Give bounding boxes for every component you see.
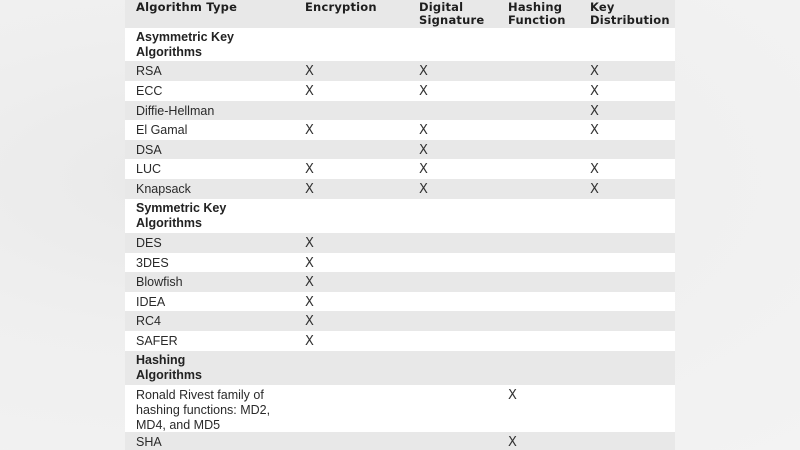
key-distribution-mark: X (590, 104, 599, 119)
key-distribution-mark: X (590, 84, 599, 99)
encryption-mark: X (305, 162, 314, 177)
algorithm-comparison-table (125, 0, 675, 450)
digital-signature-mark: X (419, 162, 428, 177)
encryption-mark: X (305, 334, 314, 349)
key-distribution-mark: X (590, 182, 599, 197)
algorithm-name: SAFER (136, 334, 178, 348)
encryption-mark: X (305, 236, 314, 251)
algorithm-name: Ronald Rivest family of hashing functions: MD2, MD4, and MD5 (136, 388, 271, 432)
section-title: Hashing Algorithms (136, 353, 202, 382)
table-row (125, 311, 675, 331)
table-row (125, 385, 675, 432)
algorithm-name: LUC (136, 162, 162, 176)
table-row (125, 159, 675, 179)
table-row (125, 81, 675, 101)
digital-signature-mark: X (419, 64, 428, 79)
header-encryption: Encryption (305, 0, 377, 14)
table-row (125, 140, 675, 159)
key-distribution-mark: X (590, 64, 599, 79)
section-heading-hashing (125, 351, 675, 385)
table-row (125, 61, 675, 81)
section-title: Symmetric Key Algorithms (136, 201, 227, 230)
section-title: Asymmetric Key Algorithms (136, 30, 234, 59)
encryption-mark: X (305, 84, 314, 99)
algorithm-name: RC4 (136, 314, 162, 328)
algorithm-name: SHA (136, 435, 162, 449)
algorithm-name: DES (136, 236, 162, 250)
algorithm-name: Blowfish (136, 275, 183, 289)
section-heading-asymmetric (125, 28, 675, 61)
algorithm-name: 3DES (136, 256, 169, 270)
algorithm-name: DSA (136, 143, 162, 157)
digital-signature-mark: X (419, 143, 428, 158)
encryption-mark: X (305, 256, 314, 271)
digital-signature-mark: X (419, 123, 428, 138)
section-heading-symmetric (125, 199, 675, 233)
encryption-mark: X (305, 64, 314, 79)
encryption-mark: X (305, 295, 314, 310)
algorithm-name: Diffie-Hellman (136, 104, 215, 118)
algorithm-name: El Gamal (136, 123, 188, 137)
key-distribution-mark: X (590, 123, 599, 138)
digital-signature-mark: X (419, 84, 428, 99)
algorithm-name: IDEA (136, 295, 166, 309)
header-algorithm-type: Algorithm Type (136, 0, 238, 14)
hashing-function-mark: X (508, 435, 517, 450)
table-row (125, 179, 675, 199)
algorithm-name: ECC (136, 84, 163, 98)
encryption-mark: X (305, 314, 314, 329)
algorithm-name: RSA (136, 64, 162, 78)
table-row (125, 292, 675, 311)
header-key-distribution: Key Distribution (590, 0, 670, 27)
algorithm-name: Knapsack (136, 182, 191, 196)
encryption-mark: X (305, 123, 314, 138)
table-row (125, 253, 675, 272)
table-row (125, 432, 675, 450)
header-digital-signature: Digital Signature (419, 0, 485, 27)
key-distribution-mark: X (590, 162, 599, 177)
table-row (125, 120, 675, 140)
encryption-mark: X (305, 275, 314, 290)
hashing-function-mark: X (508, 388, 517, 403)
digital-signature-mark: X (419, 182, 428, 197)
table-row (125, 101, 675, 120)
table-row (125, 331, 675, 351)
table-header-row (125, 0, 675, 28)
table-row (125, 272, 675, 292)
encryption-mark: X (305, 182, 314, 197)
header-hashing-function: Hashing Function (508, 0, 566, 27)
table-row (125, 233, 675, 253)
